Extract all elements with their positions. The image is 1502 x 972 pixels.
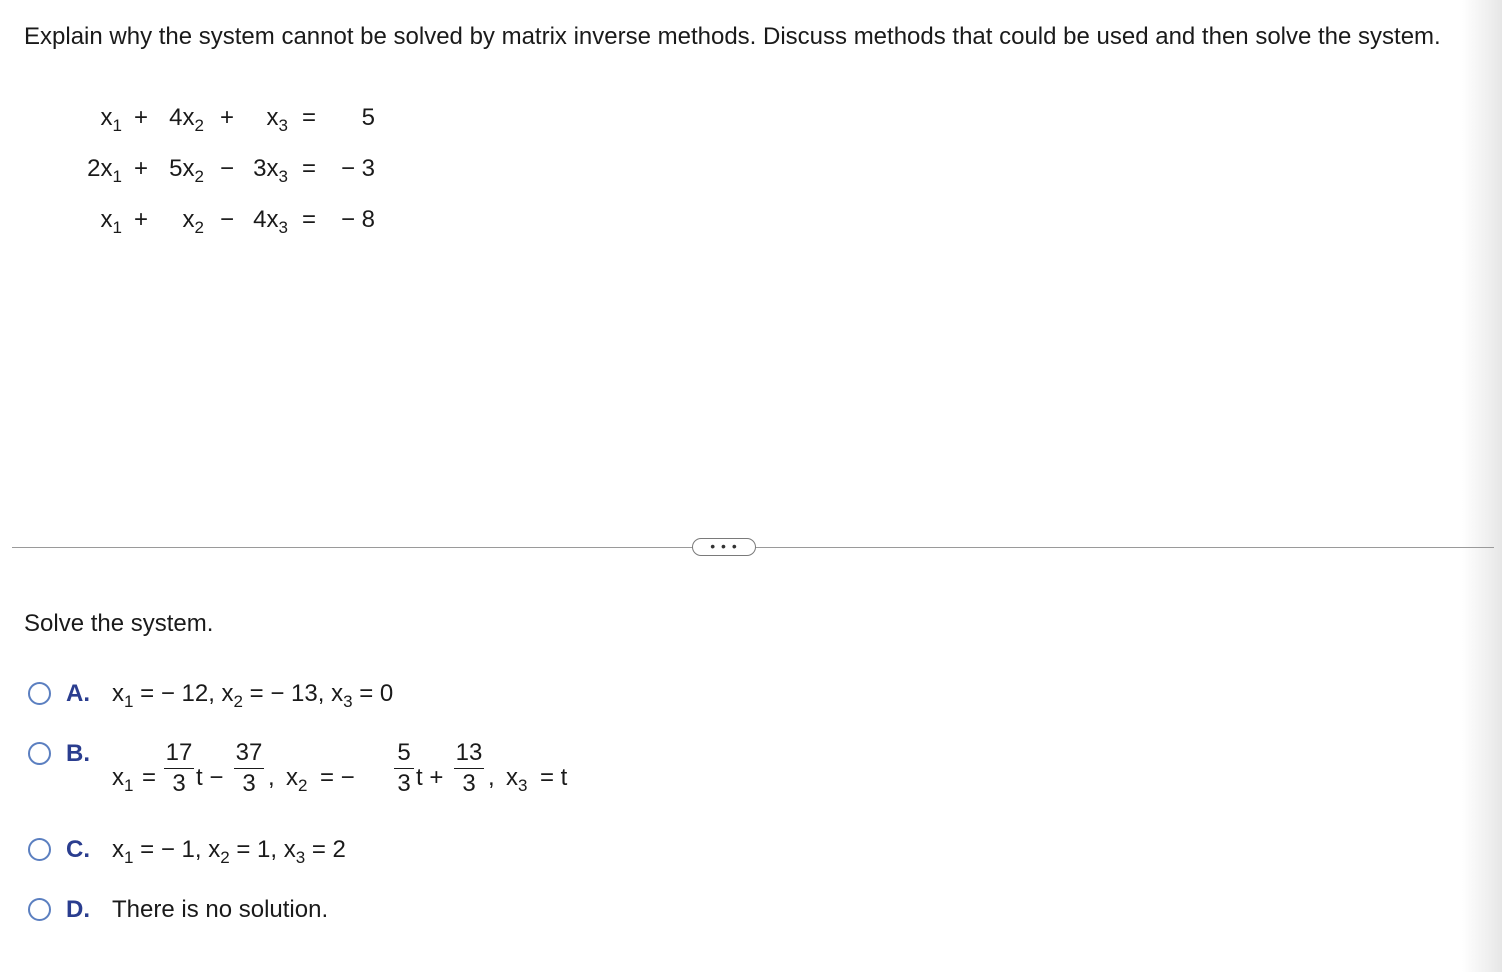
option-c-letter: C. (66, 836, 90, 863)
equation-row-2 (70, 155, 390, 206)
eq3-op1: + (134, 206, 149, 233)
option-b-frac4: 13 3 (455, 739, 483, 797)
option-b-x1-eq: = (142, 764, 157, 791)
eq1-rhs: 5 (361, 104, 375, 131)
option-b-frac1: 17 3 (165, 739, 193, 797)
eq2-term2: $5x_2$ (169, 155, 204, 186)
option-b-t1: t − (196, 764, 224, 791)
eq3-term3: $4x_3$ (253, 206, 288, 237)
eq1-equals: = (302, 104, 317, 131)
eq3-rhs: − 8 (340, 206, 375, 233)
equation-system (70, 104, 390, 257)
eq1-term3: $x_3$ (266, 104, 288, 135)
eq3-equals: = (302, 206, 317, 233)
option-b-comma1: , (268, 764, 275, 791)
option-d-radio[interactable] (28, 898, 51, 921)
eq2-term1: $2x_1$ (87, 155, 122, 186)
question-text: Explain why the system cannot be solved by matrix inverse methods. Discuss methods that could be used and then solve the system. (24, 23, 1441, 50)
eq3-op2: − (220, 206, 235, 233)
option-a-text: $x_1$ = − 12, $x_2$ = − 13, $x_3 = 0$ (112, 680, 394, 711)
option-b-expression (112, 740, 572, 810)
eq1-op1: + (134, 104, 149, 131)
eq3-term2: $x_2$ (182, 206, 204, 237)
eq2-op1: + (134, 155, 149, 182)
eq1-term1: $x_1$ (100, 104, 122, 135)
option-b-x2-eq: = − (320, 764, 355, 791)
option-b-t2: t + (416, 764, 444, 791)
option-b-comma2: , (488, 764, 495, 791)
right-scroll-shadow (1462, 0, 1502, 972)
option-d-text: There is no solution. (112, 896, 329, 923)
eq1-term2: $4x_2$ (169, 104, 204, 135)
option-c-text: $x_1$ = − 1, $x_2 = 1$, $x_3 = 2$ (112, 836, 346, 867)
option-b-letter: B. (66, 740, 90, 767)
option-b-frac2: 37 3 (235, 739, 263, 797)
eq2-op2: − (220, 155, 235, 182)
option-b-frac3: 5 3 (394, 740, 414, 797)
eq2-equals: = (302, 155, 317, 182)
option-d-letter: D. (66, 896, 90, 923)
eq2-term3: $3x_3$ (253, 155, 288, 186)
option-b-x1: $x_1$ (112, 764, 134, 795)
option-c-radio[interactable] (28, 838, 51, 861)
option-a-letter: A. (66, 680, 90, 707)
eq2-rhs: − 3 (340, 155, 375, 182)
option-b-x3: $x_3$ (506, 764, 528, 795)
eq3-term1: $x_1$ (100, 206, 122, 237)
solve-prompt: Solve the system. (24, 610, 214, 637)
option-b-radio[interactable] (28, 742, 51, 765)
eq1-op2: + (220, 104, 235, 131)
equation-row-3 (70, 206, 390, 257)
equation-row-1 (70, 104, 390, 155)
more-options-button[interactable]: • • • (692, 538, 756, 556)
option-b-x2: $x_2$ (286, 764, 308, 795)
option-b-x3-eq: = t (540, 764, 568, 791)
option-a-radio[interactable] (28, 682, 51, 705)
